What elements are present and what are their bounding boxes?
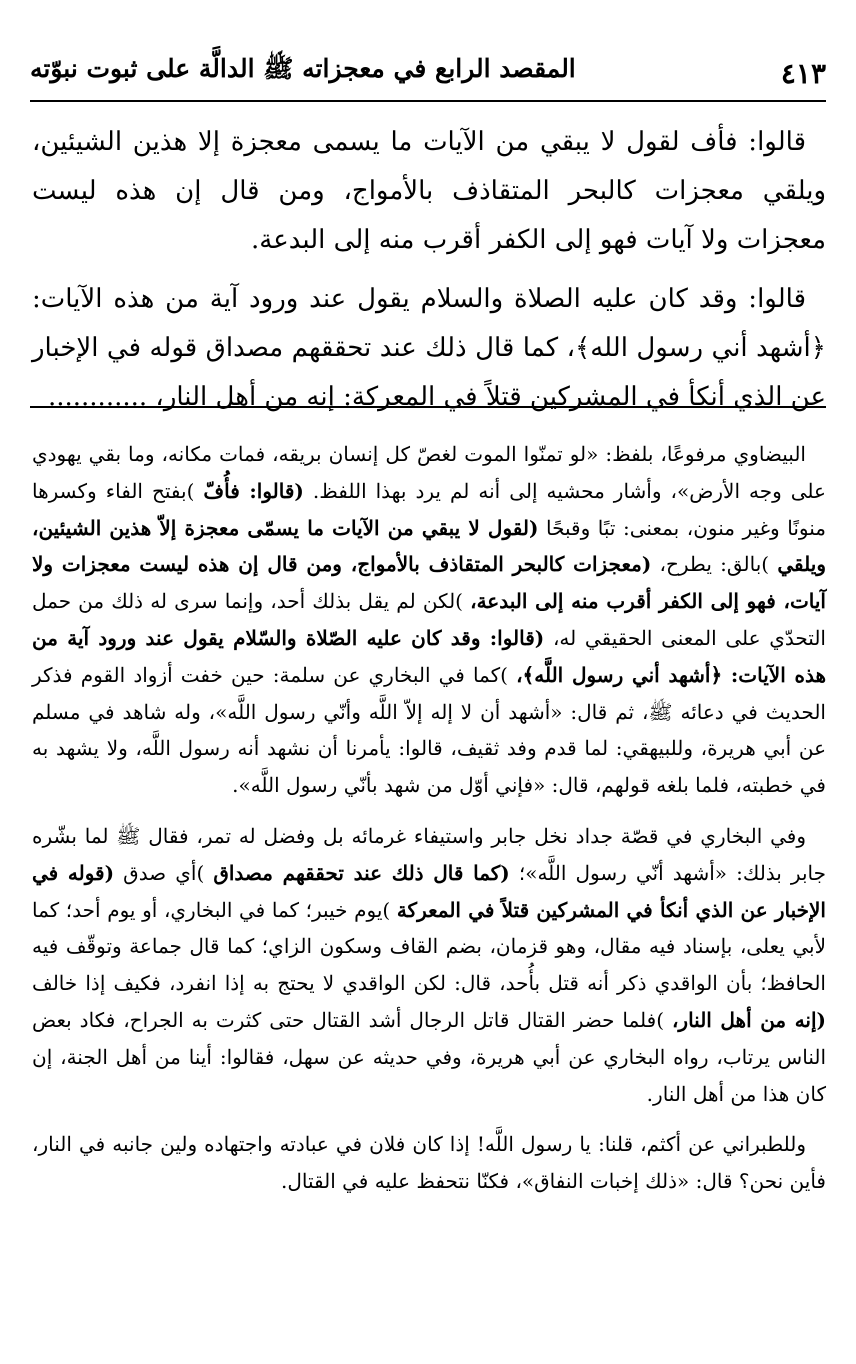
commentary-segment: )فلما حضر القتال قاتل الرجال أشد القتال حتى كثرت به الجراح، فكاد بعض الناس يرتاب، رواه البخاري عن أبي هريرة، وفي حديثه عن سهل، فقالوا: أينا من أهل الجنة، إن كان هذا من أهل النار. [32,1007,826,1106]
page-header [30,46,826,90]
commentary-segment: )أي صدق [114,860,214,885]
commentary-segment: وفي البخاري في قصّة جداد نخل جابر واستيفاء غرمائه بل وفضل له تمر، فقال ﷺ لما بشّره جابر بذلك: «أشهد أنّي رسول اللَّه»؛ [32,823,826,885]
page-number: ٤١٣ [780,57,826,90]
quoted-main-text: (إنه من أهل النار، [671,1007,827,1032]
commentary [32,436,826,1214]
main-paragraph [32,275,826,422]
quoted-main-text: (كما قال ذلك عند تحققهم مصداق [213,860,510,885]
commentary-paragraph [32,436,826,804]
commentary-paragraph [32,818,826,1112]
separator-rule [30,406,826,408]
commentary-segment: )بفتح الفاء وكسرها منونًا وغير منون، بمعنى: تبًا وقبحًا [32,478,826,540]
quoted-main-text: (لقول لا يبقي من الآيات ما يسمّى معجزة إلاّ هذين الشيئين، ويلقي [32,515,826,577]
commentary-segment: )يوم خيبر؛ كما في البخاري، أو يوم أحد؛ كما لأبي يعلى، بإسناد فيه مقال، وهو قزمان، بضم القاف وسكون الزاي؛ كما قال جماعة وتوقّف فيه الحافظ؛ بأن الواقدي ذكر أنه قتل بأُحد، قال: لكن الواقدي لا يحتج به إذا انفرد، فكيف إذا خالف [32,897,826,996]
main-paragraph: قالوا: فأف لقول لا يبقي من الآيات ما يسمى معجزة إلا هذين الشيئين، ويلقي معجزات كالبحر المتقاذف بالأمواج، ومن قال إن هذه ليست معجزات ولا آيات فهو إلى الكفر أقرب منه إلى البدعة. [32,127,826,255]
commentary-paragraph: وللطبراني عن أكثم، قلنا: يا رسول اللَّه! إذا كان فلان في عبادته واجتهاده ولين جانبه في النار، فأين نحن؟ قال: «ذلك إخبات النفاق»، فكنّا نتحفظ عليه في القتال. [32,1132,826,1194]
quoted-main-text: (قالوا: فأُفّ [203,478,304,503]
running-title: المقصد الرابع في معجزاته ﷺ الدالَّة على ثبوت نبوّته [30,54,576,83]
quoted-main-text: (قوله في الإخبار عن الذي أنكأ في المشركين قتلاً في المعركة [32,860,826,922]
header-rule [30,100,826,102]
quoted-main-text: (معجزات كالبحر المتقاذف بالأمواج، ومن قال إن هذه ليست معجزات ولا آيات، فهو إلى الكفر أقرب منه إلى البدعة، [32,552,826,614]
commentary-segment: )كما في البخاري عن سلمة: حين خفت أزواد القوم فذكر الحديث في دعائه ﷺ، ثم قال: «أشهد أن لا إله إلاّ اللَّه وأنّي رسول اللَّه»، وله شاهد في مسلم عن أبي هريرة، وللبيهقي: لما قدم وفد ثقيف، قالوا: يأمرنا أن نشهد أنه رسول اللَّه، ولا يشهد به في خطبته، فلما بلغه قولهم، قال: «فإني أوّل من شهد بأنّي رسول اللَّه». [32,662,826,798]
commentary-segment: )لكن لم يقل بذلك أحد، وإنما سرى له ذلك من حمل التحدّي على المعنى الحقيقي له، [32,589,826,650]
commentary-segment: )بالق: يطرح، [651,552,778,577]
main-paragraph-text: قالوا: وقد كان عليه الصلاة والسلام يقول عند ورود آية من هذه الآيات: ﴿أشهد أني رسول الله﴾، كما قال ذلك عند تحققهم مصداق قوله في الإخبار عن الذي أنكأ في المشركين قتلاً في المعركة: إنه من أهل النار، [32,284,826,412]
main-text [32,118,826,432]
commentary-segment: البيضاوي مرفوعًا، بلفظ: «لو تمنّوا الموت لغصّ كل إنسان بريقه، فمات مكانه، وما بقي يهودي على وجه الأرض»، وأشار محشيه إلى أنه لم يرد بهذا اللفظ. [32,442,826,503]
quoted-main-text: (قالوا: وقد كان عليه الصّلاة والسّلام يقول عند ورود آية من هذه الآيات: ﴿أشهد أني رسول اللَّه﴾، [32,625,826,687]
ellipsis-dots: ............ [47,382,148,412]
